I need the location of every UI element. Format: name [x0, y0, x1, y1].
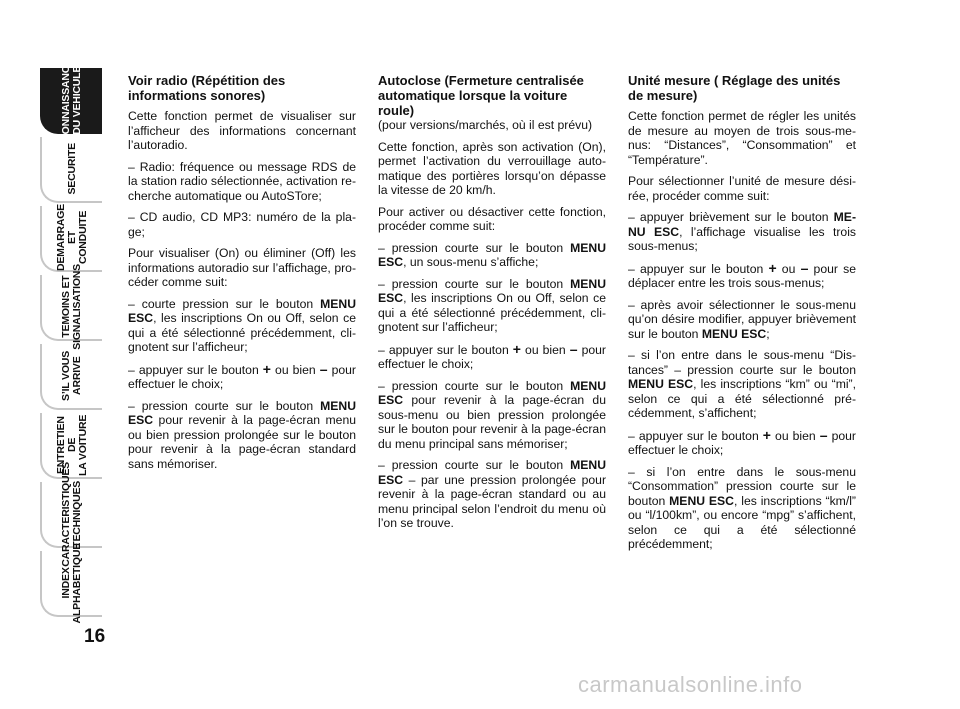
- tab-connaissance-du-vehicule[interactable]: [40, 58, 102, 142]
- section-title: Voir radio (Répétition des informations sonores): [128, 73, 286, 103]
- tab-demarrage-et-conduite[interactable]: [40, 206, 102, 272]
- menu-esc-keyword: MENU ESC: [628, 210, 856, 239]
- text: , l’affichage visualise les trois sous-menus;: [628, 224, 856, 253]
- tab-index-alphabetique[interactable]: [40, 542, 102, 624]
- minus-symbol: –: [569, 340, 578, 357]
- menu-esc-keyword: MENU ESC: [669, 493, 734, 508]
- section-subtitle: (pour versions/marchés, où il est prévu): [378, 118, 593, 132]
- text: – appuyer sur le bouton: [378, 342, 513, 357]
- text: ;: [766, 326, 770, 341]
- text: ou: [776, 261, 801, 276]
- tab-caracteristiques-techniques[interactable]: [40, 461, 102, 567]
- text: pour effectuer le choix;: [128, 362, 356, 391]
- paragraph: [378, 379, 606, 452]
- text: , les inscriptions “km” ou “mi”, selon ce qui a été sélectionné précédemment, s’affichent;: [628, 377, 856, 420]
- tab-label: DEMARRAGE ET CONDUITE: [54, 204, 89, 272]
- menu-esc-keyword: MENU ESC: [128, 296, 356, 325]
- column-autoclose: [378, 73, 606, 538]
- text: ou bien: [770, 428, 820, 443]
- text: – courte pression sur le bouton: [128, 296, 321, 311]
- text: ou bien: [520, 342, 570, 357]
- paragraph: [128, 297, 356, 355]
- paragraph: [628, 298, 856, 342]
- paragraph: [628, 428, 856, 458]
- menu-esc-keyword: MENU ESC: [628, 377, 694, 391]
- section-title: Autoclose (Fermeture centralisée automatique lorsque la voiture roule): [378, 73, 584, 118]
- paragraph: [378, 458, 606, 531]
- text: pour revenir à la page-écran menu ou bien pression prolongée sur le bouton pour revenir à la page-écran standard sans mémoriser.: [128, 413, 356, 471]
- paragraph: Cette fonction, après son activation (On), permet l’activation du verrouillage automatique des portières lorsqu’on dépasse la vitesse de 20 km/h.: [378, 139, 606, 197]
- paragraph: [628, 348, 856, 421]
- text: ou bien: [270, 362, 320, 377]
- page-number: 16: [84, 626, 106, 647]
- text: – par une pression prolongée pour revenir à la page-écran standard ou au menu principal selon l’endroit du menu où l’on se trouve.: [378, 472, 606, 530]
- tab-label: SECURITE: [65, 143, 78, 195]
- menu-esc-keyword: MENU ESC: [378, 458, 606, 487]
- text: – après avoir sélectionner le sous-menu qu’on désire modifier, appuyer brièvement sur le bouton: [628, 297, 856, 341]
- tab-securite[interactable]: [40, 137, 102, 203]
- minus-symbol: –: [319, 360, 328, 377]
- column-voir-radio: [128, 73, 356, 478]
- text: – appuyer brièvement sur le bouton: [628, 210, 834, 224]
- menu-esc-keyword: MENU ESC: [701, 326, 767, 341]
- text: – pression courte sur le bouton: [378, 276, 571, 291]
- tab-temoins-et-signalisations[interactable]: [40, 264, 102, 350]
- menu-esc-keyword: MENU ESC: [378, 276, 606, 305]
- paragraph: [378, 277, 606, 335]
- text: , les inscriptions “km/l” ou “l/100km”, ou encore “mpg” s’affichent, selon ce qui a été sélectionné précédemment;: [628, 493, 856, 551]
- paragraph: – Radio: fréquence ou message RDS de la station radio sélectionnée, activation recherche automatique ou AutoSTore;: [128, 159, 356, 203]
- paragraph: Pour visualiser (On) ou éliminer (Off) les informations autoradio sur l’affichage, procéder comme suit:: [128, 246, 356, 289]
- plus-symbol: +: [768, 259, 777, 276]
- text: – si l’on entre dans le sous-menu “Distances” – pression courte sur le bouton: [628, 348, 856, 377]
- text: , un sous-menu s’affiche;: [403, 255, 539, 269]
- tab-label: CARACTERISTIQUES TECHNIQUES: [60, 461, 83, 567]
- paragraph: [378, 241, 606, 270]
- paragraph: [628, 261, 856, 291]
- paragraph: Cette fonction permet de régler les unités de mesure au moyen de trois sous-menus: “Distances”, “Consommation” et “Température”.: [628, 109, 856, 167]
- minus-symbol: –: [819, 426, 828, 443]
- text: – si l’on entre dans le sous-menu “Consommation” pression courte sur le bouton: [628, 464, 856, 508]
- text: , les inscriptions On ou Off, selon ce qui a été sélectionné précédemment, clignotent sur l’afficheur;: [128, 311, 356, 354]
- paragraph: Pour activer ou désactiver cette fonction, procéder comme suit:: [378, 204, 606, 233]
- menu-esc-keyword: MENU ESC: [378, 240, 606, 269]
- text: – pression courte sur le bouton: [378, 458, 571, 472]
- paragraph: – CD audio, CD MP3: numéro de la plage;: [128, 210, 356, 239]
- text: – appuyer sur le bouton: [628, 261, 769, 276]
- menu-esc-keyword: MENU ESC: [378, 378, 606, 407]
- text: – pression courte sur le bouton: [378, 240, 571, 255]
- section-title: Unité mesure ( Réglage des unités de mesure): [628, 73, 841, 103]
- tab-label: TEMOINS ET SIGNALISATIONS: [60, 264, 83, 350]
- paragraph: [128, 362, 356, 392]
- menu-esc-keyword: MENU ESC: [128, 398, 356, 427]
- text: pour effectuer le choix;: [378, 342, 606, 371]
- column-unite-mesure: [628, 73, 856, 559]
- tab-label: INDEX ALPHABETIQUE: [60, 542, 83, 624]
- minus-symbol: –: [800, 259, 809, 276]
- paragraph: [378, 342, 606, 372]
- paragraph: Cette fonction permet de visualiser sur l’afficheur des informations concernant l’autoradio.: [128, 109, 356, 152]
- paragraph: [628, 465, 856, 552]
- tab-label: CONNAISSANCE DU VEHICULE: [60, 58, 83, 142]
- tab-sil-vous-arrive[interactable]: [40, 344, 102, 410]
- paragraph: [128, 399, 356, 472]
- tab-label: ENTRETIEN DE LA VOITURE: [54, 414, 89, 476]
- paragraph: [628, 210, 856, 254]
- text: – pression courte sur le bouton: [128, 398, 321, 413]
- text: – appuyer sur le bouton: [128, 362, 263, 377]
- text: , les inscriptions On ou Off, selon ce qui a été sélectionné précédemment, clignotent sur l’afficheur;: [378, 291, 606, 334]
- text: pour se déplacer entre les trois sous-menus;: [628, 261, 856, 290]
- text: – appuyer sur le bouton: [628, 428, 763, 443]
- chapter-tabs: [40, 58, 102, 624]
- plus-symbol: +: [262, 360, 271, 377]
- plus-symbol: +: [762, 426, 771, 443]
- text: pour effectuer le choix;: [628, 428, 856, 457]
- text: – pression courte sur le bouton: [378, 378, 571, 393]
- plus-symbol: +: [512, 340, 521, 357]
- text: pour revenir à la page-écran du sous-menu ou bien pression prolongée sur le bouton pour revenir à la page-écran du menu principal sans mémoriser;: [378, 393, 606, 451]
- watermark: carmanualsonline.info: [578, 672, 803, 697]
- paragraph: Pour sélectionner l’unité de mesure désirée, procéder comme suit:: [628, 174, 856, 203]
- tab-label: S’IL VOUS ARRIVE: [60, 351, 83, 401]
